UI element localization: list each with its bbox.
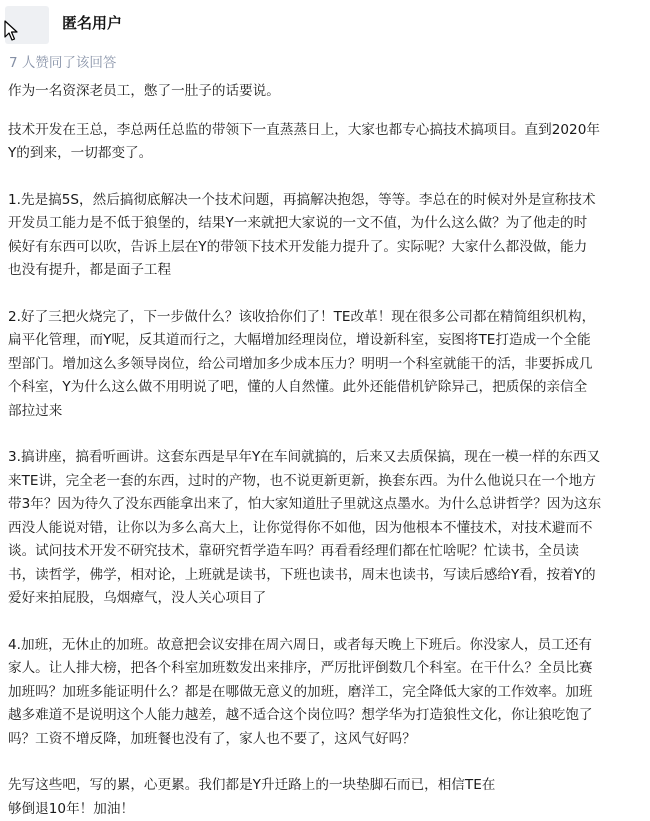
paragraph-intro: 作为一名资深老员工，憋了一肚子的话要说。 [8, 83, 280, 99]
paragraph-conclusion: 先写这些吧，写的累，心更累。我们都是Y升迁路上的一块垫脚石而已，相信TE在 够倒退10年！加油！ [8, 777, 496, 817]
text-fade-overlay [520, 760, 650, 790]
vote-count: 7 人赞同了该回答 [9, 55, 117, 71]
paragraph-background: 技术开发在王总，李总两任总监的带领下一直蒸蒸日上，大家也都专心搞技术搞项目。直到2020年 Y的到来，一切都变了。 [8, 121, 600, 161]
answer-header [0, 0, 650, 50]
answer-content [8, 80, 644, 821]
paragraph-point-1: 1.先是搞5S，然后搞彻底解决一个技术问题，再搞解决抱怨，等等。李总在的时候对外是宣称技术 开发员工能力是不低于狼堡的，结果Y一来就把大家说的一文不值，为什么这么做？为了他走的时 候好有东西可以吹，告诉上层在Y的带领下技术开发能力提升了。实际呢？大家什么都没做，能力 也没有提升，都是面子工程 [8, 191, 596, 278]
paragraph-point-2: 2.好了三把火烧完了，下一步做什么？该收拾你们了！TE改革！现在很多公司都在精简组织机构， 扁平化管理，而Y呢，反其道而行之，大幅增加经理岗位，增设新科室，妄图将TE打造成一个全能 型部门。增加这么多领导岗位，给公司增加多少成本压力？明明一个科室就能干的活，非要拆成几 个科室，Y为什么这么做不用明说了吧，懂的人自然懂。此外还能借机铲除异己，把质保的亲信全 部拉过来 [8, 308, 596, 419]
author-name[interactable]: 匿名用户 [62, 14, 123, 32]
paragraph-point-3: 3.搞讲座，搞看听画讲。这套东西是早年Y在车间就搞的，后来又去质保搞，现在一模一样的东西又 来TE讲，完全老一套的东西，过时的产物，也不说更新更新，换套东西。为什么他说只在一个地方 带3年？因为待久了没东西能拿出来了，怕大家知道肚子里就这点墨水。为什么总讲哲学？因为这东 西没人能说对错，让你以为多么高大上，让你觉得你不如他，因为他根本不懂技术，对技术避而不 谈。试问技术开发不研究技术，靠研究哲学造车吗？再看看经理们都在忙啥呢？忙读书，全员读 书，读哲学，佛学，相对论，上班就是读书，下班也读书，周末也读书，写读后感给Y看，按着Y的 爱好来拍屁股，乌烟瘴气，没人关心项目了 [8, 449, 602, 606]
mouse-cursor-icon [4, 20, 20, 42]
paragraph-point-4: 4.加班，无休止的加班。故意把会议安排在周六周日，或者每天晚上下班后。你没家人，员工还有 家人。让人排大榜，把各个科室加班数发出来排序，严厉批评倒数几个科室。在干什么？全员比赛 加班吗？加班多能证明什么？都是在哪做无意义的加班，磨洋工，完全降低大家的工作效率。加班 越多难道不是说明这个人能力越差，越不适合这个岗位吗？想学华为打造狼性文化，你让狼吃饱了 吗？工资不增反降，加班餐也没有了，家人也不要了，这风气好吗？ [8, 636, 593, 747]
